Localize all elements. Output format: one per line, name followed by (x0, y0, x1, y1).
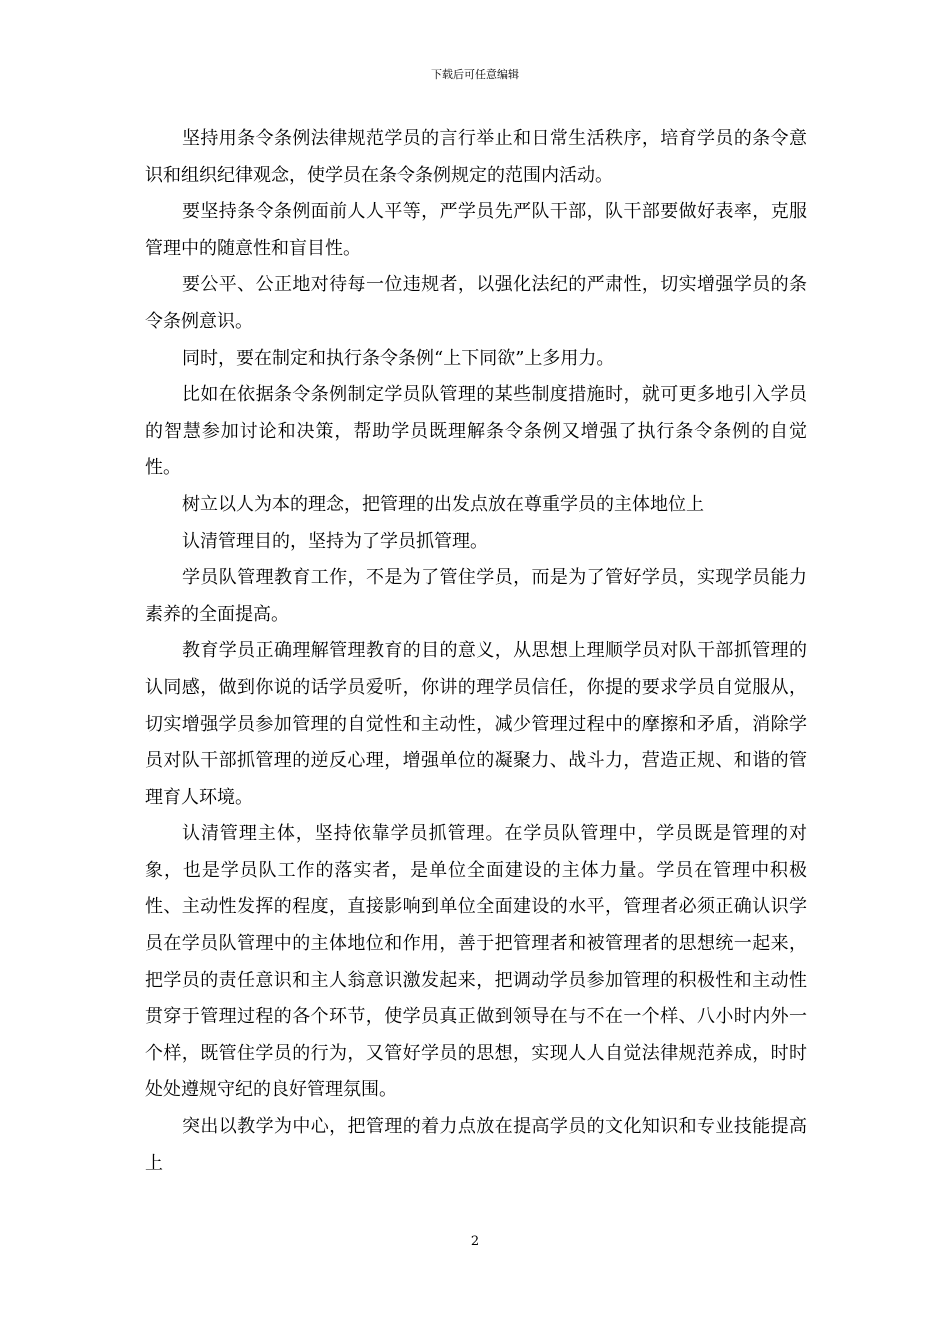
paragraph-5: 比如在依据条令条例制定学员队管理的某些制度措施时，就可更多地引入学员的智慧参加讨论和决策，帮助学员既理解条令条例又增强了执行条令条例的自觉性。 (145, 384, 807, 479)
paragraph-3: 要公平、公正地对待每一位违规者，以强化法纪的严肃性，切实增强学员的条令条例意识。 (145, 274, 807, 332)
section-heading: 树立以人为本的理念，把管理的出发点放在尊重学员的主体地位上 (182, 493, 704, 515)
paragraph-8: 学员队管理教育工作，不是为了管住学员，而是为了管好学员，实现学员能力素养的全面提高。 (145, 567, 807, 625)
page-header: 下载后可任意编辑 (431, 68, 519, 81)
paragraph-2: 要坚持条令条例面前人人平等，严学员先严队干部，队干部要做好表率，克服管理中的随意性和盲目性。 (145, 201, 807, 259)
page-number: 2 (470, 1234, 480, 1249)
document-body (145, 121, 807, 1182)
paragraph-9: 教育学员正确理解管理教育的目的意义，从思想上理顺学员对队干部抓管理的认同感，做到你说的话学员爱听，你讲的理学员信任，你提的要求学员自觉服从，切实增强学员参加管理的自觉性和主动性，减少管理过程中的摩擦和矛盾，消除学员对队干部抓管理的逆反心理，增强单位的凝聚力、战斗力，营造正规、和谐的管理育人环境。 (145, 640, 807, 808)
paragraph-11: 突出以教学为中心，把管理的着力点放在提高学员的文化知识和专业技能提高上 (145, 1116, 807, 1174)
paragraph-1: 坚持用条令条例法律规范学员的言行举止和日常生活秩序，培育学员的条令意识和组织纪律观念，使学员在条令条例规定的范围内活动。 (145, 128, 807, 186)
paragraph-10: 认清管理主体，坚持依靠学员抓管理。在学员队管理中，学员既是管理的对象，也是学员队工作的落实者，是单位全面建设的主体力量。学员在管理中积极性、主动性发挥的程度，直接影响到单位全面建设的水平，管理者必须正确认识学员在学员队管理中的主体地位和作用，善于把管理者和被管理者的思想统一起来，把学员的责任意识和主人翁意识激发起来，把调动学员参加管理的积极性和主动性贯穿于管理过程的各个环节，使学员真正做到领导在与不在一个样、八小时内外一个样，既管住学员的行为，又管好学员的思想，实现人人自觉法律规范养成，时时处处遵规守纪的良好管理氛围。 (145, 823, 807, 1101)
paragraph-4: 同时，要在制定和执行条令条例“上下同欲”上多用力。 (182, 347, 615, 369)
paragraph-7: 认清管理目的，坚持为了学员抓管理。 (182, 530, 488, 552)
